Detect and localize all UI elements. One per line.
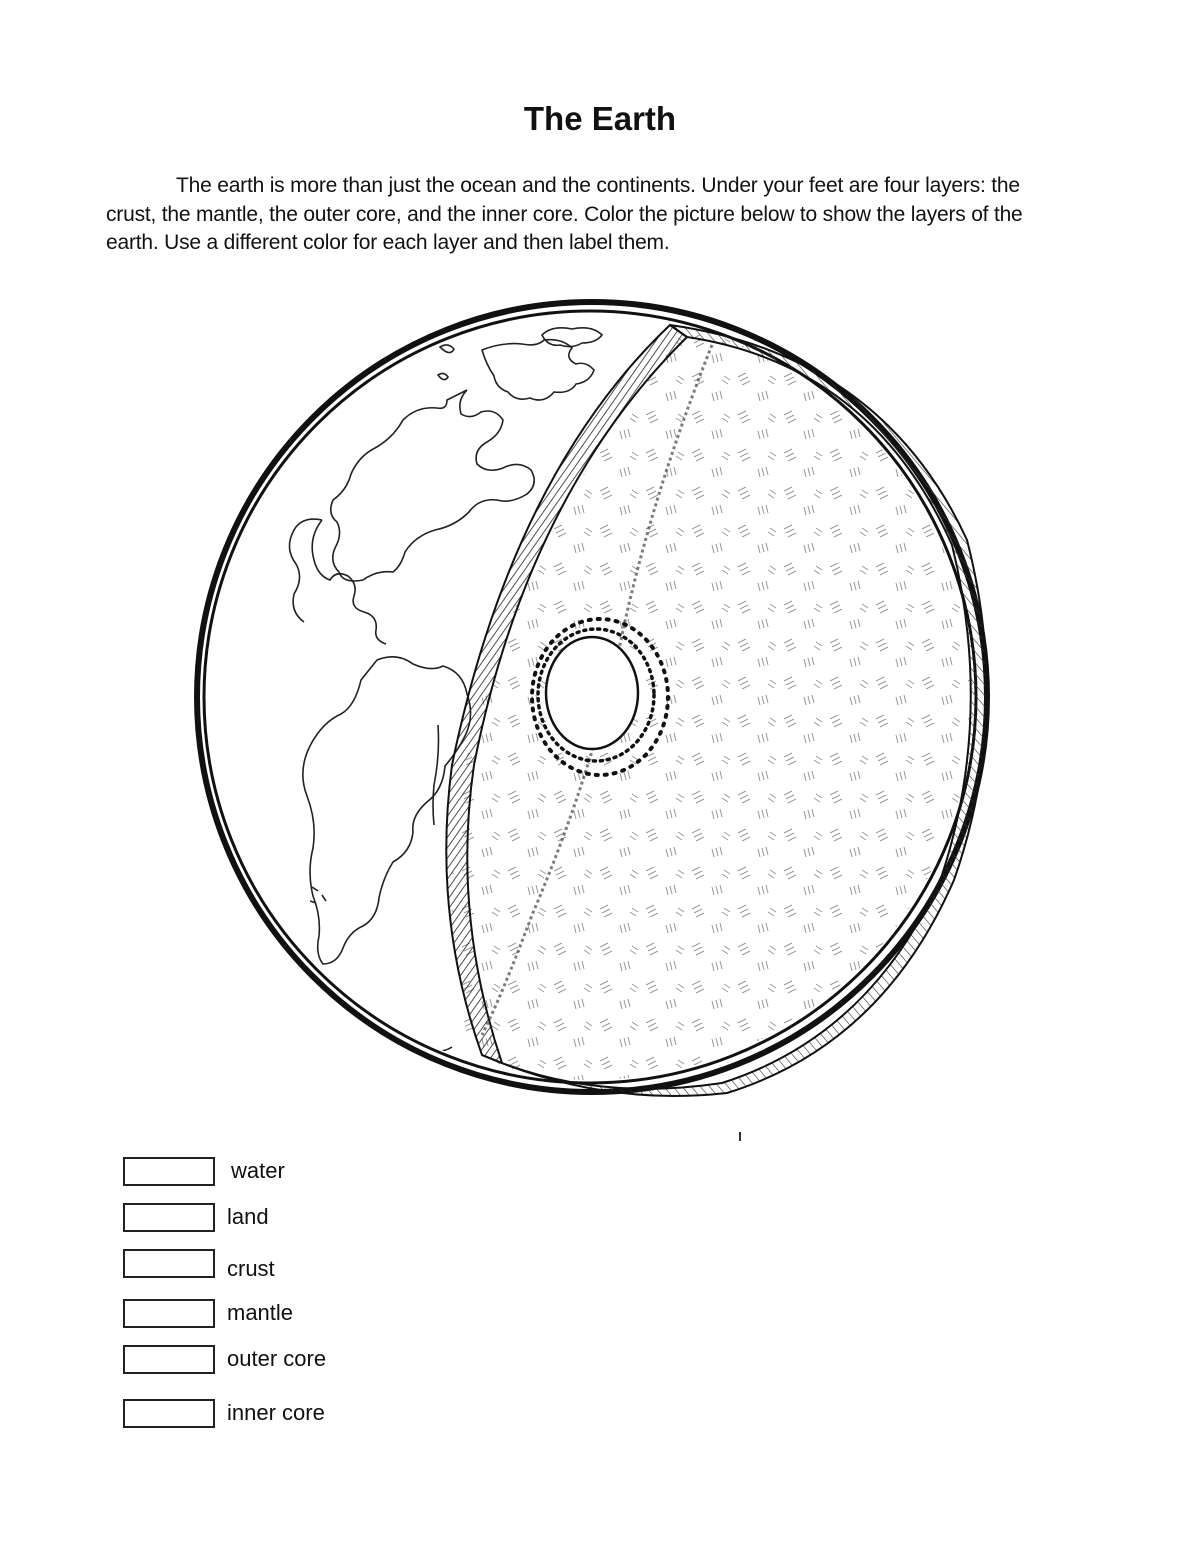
legend-label: mantle [227,1300,294,1325]
color-swatch-box[interactable] [123,1249,215,1278]
color-swatch-box[interactable] [123,1345,215,1374]
color-swatch-box[interactable] [123,1203,215,1232]
earth-cutaway-diagram [182,295,1002,1115]
legend-label: crust [227,1256,275,1281]
legend-item-inner-core [123,1397,325,1429]
color-swatch-box[interactable] [123,1157,215,1186]
color-swatch-box[interactable] [123,1299,215,1328]
legend-item-crust [123,1247,275,1279]
legend-item-land [123,1201,269,1233]
legend-item-mantle [123,1297,293,1329]
color-swatch-box[interactable] [123,1399,215,1428]
page-title: The Earth [523,100,677,137]
legend-item-outer-core [123,1343,326,1375]
instructions-paragraph: The earth is more than just the ocean and the continents. Under your feet are four layers: the crust, the mantle, the outer core, and the inner core. Color the picture below to show the layers of the earth. Use a different color for each layer and then label them. [106,174,1023,254]
legend-label: land [227,1204,269,1229]
legend-item-water [123,1155,285,1187]
legend-label: outer core [227,1346,327,1371]
stray-pen-mark [739,1132,741,1141]
inner-core [546,637,638,749]
legend-label: inner core [227,1400,325,1425]
legend-label: water [231,1158,285,1183]
